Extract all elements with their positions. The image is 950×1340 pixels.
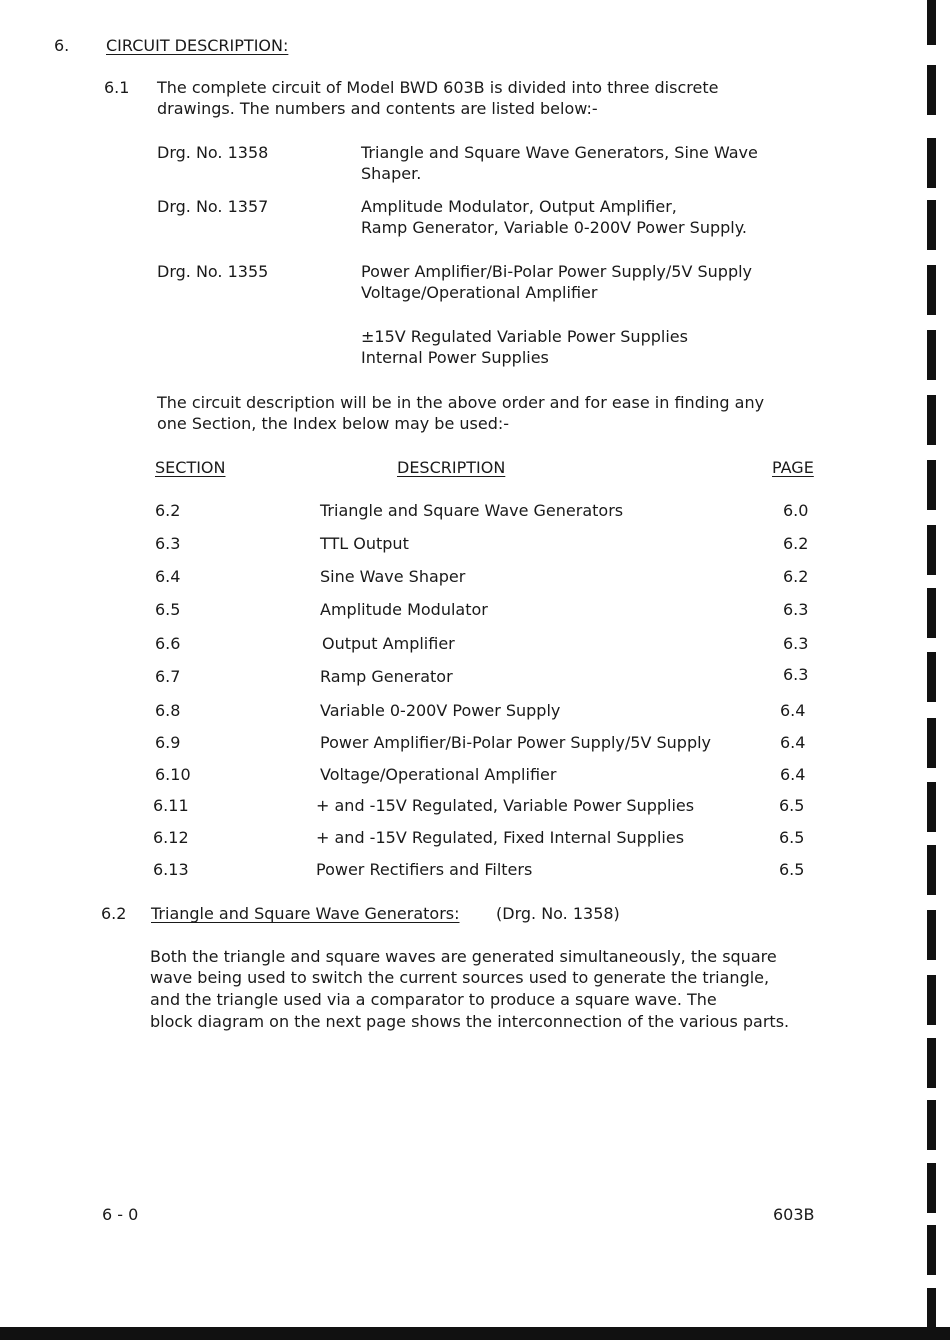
subsection-number: 6.1: [104, 78, 130, 97]
drawing-content: Internal Power Supplies: [361, 348, 549, 367]
paragraph-line: Both the triangle and square waves are generated simultaneously, the square: [150, 947, 777, 966]
drawing-content: Amplitude Modulator, Output Amplifier,: [361, 197, 677, 216]
index-description: + and -15V Regulated, Variable Power Supplies: [316, 796, 695, 815]
index-page: 6.4: [780, 765, 806, 784]
index-description: Voltage/Operational Amplifier: [320, 765, 557, 784]
index-section: 6.5: [155, 600, 181, 619]
index-section: 6.10: [155, 765, 191, 784]
index-page: 6.2: [783, 567, 809, 586]
index-section: 6.4: [155, 567, 181, 586]
binding-mark: [927, 975, 936, 1025]
paragraph-line: wave being used to switch the current sources used to generate the triangle,: [150, 968, 770, 987]
drawing-content: Power Amplifier/Bi-Polar Power Supply/5V Supply: [361, 262, 753, 281]
index-description: + and -15V Regulated, Fixed Internal Supplies: [316, 828, 685, 847]
binding-mark: [927, 330, 936, 380]
index-page: 6.4: [780, 701, 806, 720]
binding-mark: [927, 845, 936, 895]
drawing-label: Drg. No. 1357: [157, 197, 269, 216]
binding-mark: [927, 65, 936, 115]
binding-mark: [927, 652, 936, 702]
drawing-content: Shaper.: [361, 164, 422, 183]
index-page: 6.3: [783, 634, 809, 653]
index-description: TTL Output: [320, 534, 409, 553]
model-number: 603B: [773, 1205, 815, 1224]
drawing-label: Drg. No. 1358: [157, 143, 269, 162]
binding-mark: [927, 1225, 936, 1275]
subsection-number: 6.2: [101, 904, 127, 923]
column-header-section: SECTION: [155, 458, 226, 477]
binding-mark: [927, 1038, 936, 1088]
paragraph-line: one Section, the Index below may be used:-: [157, 414, 510, 433]
drawing-content: Ramp Generator, Variable 0-200V Power Supply.: [361, 218, 747, 237]
drawing-content: Triangle and Square Wave Generators, Sine Wave: [361, 143, 758, 162]
binding-mark: [927, 395, 936, 445]
index-section: 6.11: [153, 796, 189, 815]
index-page: 6.0: [783, 501, 809, 520]
index-description: Sine Wave Shaper: [320, 567, 466, 586]
binding-mark: [927, 525, 936, 575]
binding-mark: [927, 718, 936, 768]
column-header-page: PAGE: [772, 458, 814, 477]
index-section: 6.12: [153, 828, 189, 847]
index-description: Amplitude Modulator: [320, 600, 488, 619]
index-description: Ramp Generator: [320, 667, 453, 686]
index-description: Output Amplifier: [322, 634, 455, 653]
scan-edge-bar: [0, 1327, 950, 1340]
index-section: 6.7: [155, 667, 181, 686]
index-section: 6.2: [155, 501, 181, 520]
binding-mark: [927, 138, 936, 188]
paragraph-line: The complete circuit of Model BWD 603B is divided into three discrete: [157, 78, 719, 97]
index-description: Power Amplifier/Bi-Polar Power Supply/5V Supply: [320, 733, 712, 752]
index-page: 6.3: [783, 600, 809, 619]
section-number: 6.: [54, 36, 70, 55]
binding-mark: [927, 910, 936, 960]
binding-mark: [927, 0, 936, 45]
index-section: 6.3: [155, 534, 181, 553]
drawing-reference: (Drg. No. 1358): [496, 904, 620, 923]
index-description: Power Rectifiers and Filters: [316, 860, 533, 879]
index-page: 6.4: [780, 733, 806, 752]
index-page: 6.5: [779, 796, 805, 815]
binding-mark: [927, 1100, 936, 1150]
page-number: 6 - 0: [102, 1205, 139, 1224]
section-title: CIRCUIT DESCRIPTION:: [106, 36, 289, 55]
binding-mark: [927, 588, 936, 638]
index-section: 6.6: [155, 634, 181, 653]
index-page: 6.3: [783, 665, 809, 684]
subsection-title: Triangle and Square Wave Generators:: [151, 904, 460, 923]
binding-mark: [927, 460, 936, 510]
column-header-description: DESCRIPTION: [397, 458, 506, 477]
binding-mark: [927, 265, 936, 315]
paragraph-line: block diagram on the next page shows the interconnection of the various parts.: [150, 1012, 790, 1031]
index-description: Variable 0-200V Power Supply: [320, 701, 561, 720]
drawing-label: Drg. No. 1355: [157, 262, 269, 281]
drawing-content: Voltage/Operational Amplifier: [361, 283, 598, 302]
index-page: 6.5: [779, 828, 805, 847]
index-description: Triangle and Square Wave Generators: [320, 501, 624, 520]
binding-mark: [927, 782, 936, 832]
paragraph-line: The circuit description will be in the above order and for ease in finding any: [157, 393, 765, 412]
index-page: 6.2: [783, 534, 809, 553]
binding-mark: [927, 1163, 936, 1213]
paragraph-line: and the triangle used via a comparator to produce a square wave. The: [150, 990, 717, 1009]
index-section: 6.13: [153, 860, 189, 879]
binding-mark: [927, 200, 936, 250]
index-section: 6.8: [155, 701, 181, 720]
index-page: 6.5: [779, 860, 805, 879]
paragraph-line: drawings. The numbers and contents are listed below:-: [157, 99, 598, 118]
index-section: 6.9: [155, 733, 181, 752]
drawing-content: ±15V Regulated Variable Power Supplies: [361, 327, 688, 346]
